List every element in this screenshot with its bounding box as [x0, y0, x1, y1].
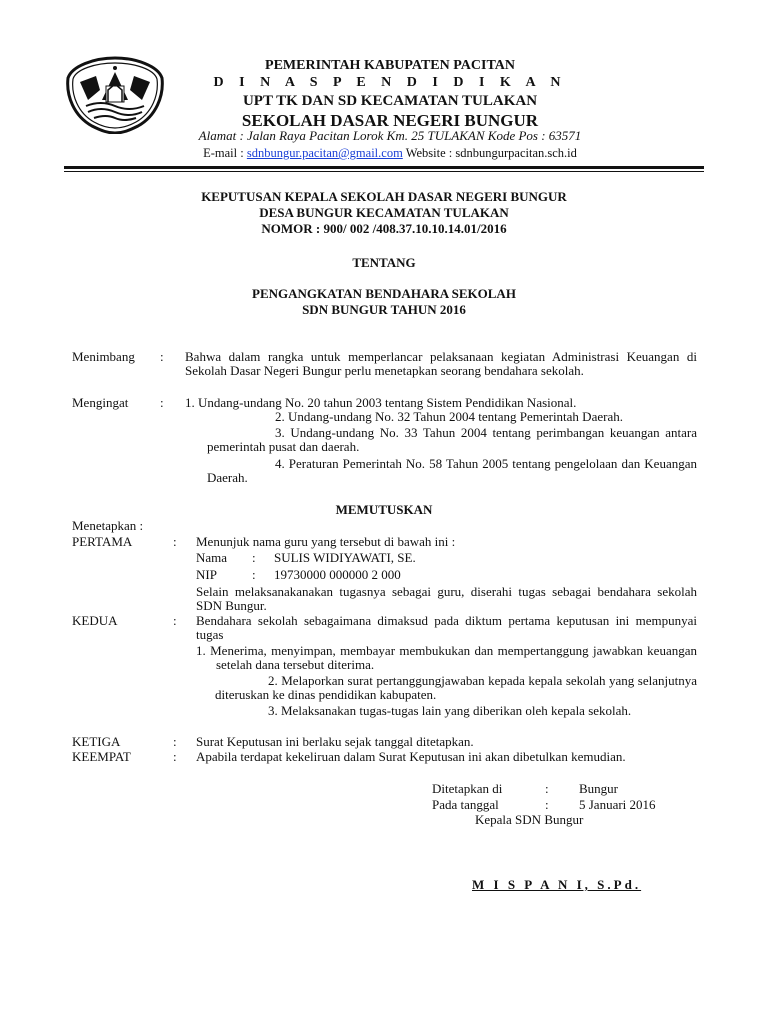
header-rule-thick: [64, 166, 704, 169]
ketiga-colon: :: [173, 734, 177, 749]
mengingat-item-2: 2. Undang-undang No. 32 Tahun 2004 tentang Pemerintah Daerah.: [275, 409, 623, 424]
kedua-colon: :: [173, 613, 177, 628]
ditetapkan-colon: :: [545, 781, 549, 796]
header-department-line: D I N A S P E N D I D I K A N: [213, 75, 567, 90]
mengingat-item-4: 4. Peraturan Pemerintah No. 58 Tahun 2005 tentang pengelolaan dan Keuangan Daerah.: [207, 456, 697, 485]
header-government-line: PEMERINTAH KABUPATEN PACITAN: [265, 58, 515, 73]
nama-label: Nama: [196, 550, 228, 565]
mengingat-label: Mengingat: [72, 395, 129, 410]
nip-value: 19730000 000000 2 000: [274, 567, 401, 582]
header-address: Alamat : Jalan Raya Pacitan Lorok Km. 25 TULAKAN Kode Pos : 63571: [198, 128, 582, 143]
nip-colon: :: [252, 567, 256, 582]
memutuskan-heading: MEMUTUSKAN: [335, 502, 433, 517]
header-upt-line: UPT TK DAN SD KECAMATAN TULAKAN: [242, 93, 538, 109]
kedua-item-1: 1. Menerima, menyimpan, membayar membukukan dan mempertanggung jawabkan keuangan setelah dana tersebut diterima.: [196, 643, 697, 672]
pertama-text: Selain melaksanakanakan tugasnya sebagai guru, diserahi tugas sebagai bendahara sekolah SDN Bungur.: [196, 584, 697, 613]
email-label: E-mail :: [203, 146, 247, 160]
nip-label: NIP: [196, 567, 217, 582]
nama-value: SULIS WIDIYAWATI, SE.: [274, 550, 416, 565]
tentang-heading: TENTANG: [352, 255, 416, 270]
kedua-label: KEDUA: [72, 613, 118, 628]
keempat-text: Apabila terdapat kekeliruan dalam Surat Keputusan ini akan dibetulkan kemudian.: [196, 749, 626, 764]
pertama-intro: Menunjuk nama guru yang tersebut di bawah ini :: [196, 534, 456, 549]
pertama-colon: :: [173, 534, 177, 549]
decree-number: NOMOR : 900/ 002 /408.37.10.10.14.01/2016: [261, 221, 507, 236]
tanggal-label: Pada tanggal: [432, 797, 499, 812]
regency-emblem-logo: [66, 56, 164, 134]
menimbang-colon: :: [160, 349, 164, 364]
ketiga-label: KETIGA: [72, 734, 121, 749]
menimbang-label: Menimbang: [72, 349, 135, 364]
tanggal-colon: :: [545, 797, 549, 812]
header-contact: [160, 146, 620, 161]
keempat-label: KEEMPAT: [72, 749, 131, 764]
mengingat-item-3: 3. Undang-undang No. 33 Tahun 2004 tentang perimbangan keuangan antara pemerintah pusat dan daerah.: [207, 425, 697, 454]
keempat-colon: :: [173, 749, 177, 764]
kedua-item-3: 3. Melaksanakan tugas-tugas lain yang diberikan oleh kepala sekolah.: [268, 703, 632, 718]
kedua-item-2: 2. Melaporkan surat pertanggungjawaban kepada kepala sekolah yang selanjutnya diteruskan ke dinas pendidikan kabupaten.: [215, 673, 697, 702]
header-rule-thin: [64, 171, 704, 172]
ditetapkan-label: Ditetapkan di: [432, 781, 503, 796]
pertama-label: PERTAMA: [72, 534, 133, 549]
header-school-name: SEKOLAH DASAR NEGERI BUNGUR: [241, 111, 539, 130]
mengingat-item-1: 1. Undang-undang No. 20 tahun 2003 tentang Sistem Pendidikan Nasional.: [185, 395, 577, 410]
ketiga-text: Surat Keputusan ini berlaku sejak tanggal ditetapkan.: [196, 734, 474, 749]
signatory-position: Kepala SDN Bungur: [475, 812, 584, 827]
decree-title-line2: DESA BUNGUR KECAMATAN TULAKAN: [259, 205, 509, 220]
signatory-name: M I S P A N I, S.Pd.: [472, 877, 642, 892]
mengingat-colon: :: [160, 395, 164, 410]
subject-line1: PENGANGKATAN BENDAHARA SEKOLAH: [252, 286, 516, 301]
ditetapkan-value: Bungur: [579, 781, 618, 796]
website-text: Website : sdnbungurpacitan.sch.id: [402, 146, 577, 160]
menetapkan-label: Menetapkan :: [72, 518, 144, 533]
kedua-text: Bendahara sekolah sebagaimana dimaksud pada diktum pertama keputusan ini mempunyai tugas: [196, 613, 697, 642]
tanggal-value: 5 Januari 2016: [579, 797, 656, 812]
menimbang-text: Bahwa dalam rangka untuk memperlancar pelaksanaan kegiatan Administrasi Keuangan di Sekolah Dasar Negeri Bungur perlu menetapkan seorang bendahara sekolah.: [185, 349, 697, 378]
nama-colon: :: [252, 550, 256, 565]
email-link[interactable]: sdnbungur.pacitan@gmail.com: [246, 146, 403, 160]
subject-line2: SDN BUNGUR TAHUN 2016: [302, 302, 466, 317]
decree-title-line1: KEPUTUSAN KEPALA SEKOLAH DASAR NEGERI BUNGUR: [201, 189, 567, 204]
